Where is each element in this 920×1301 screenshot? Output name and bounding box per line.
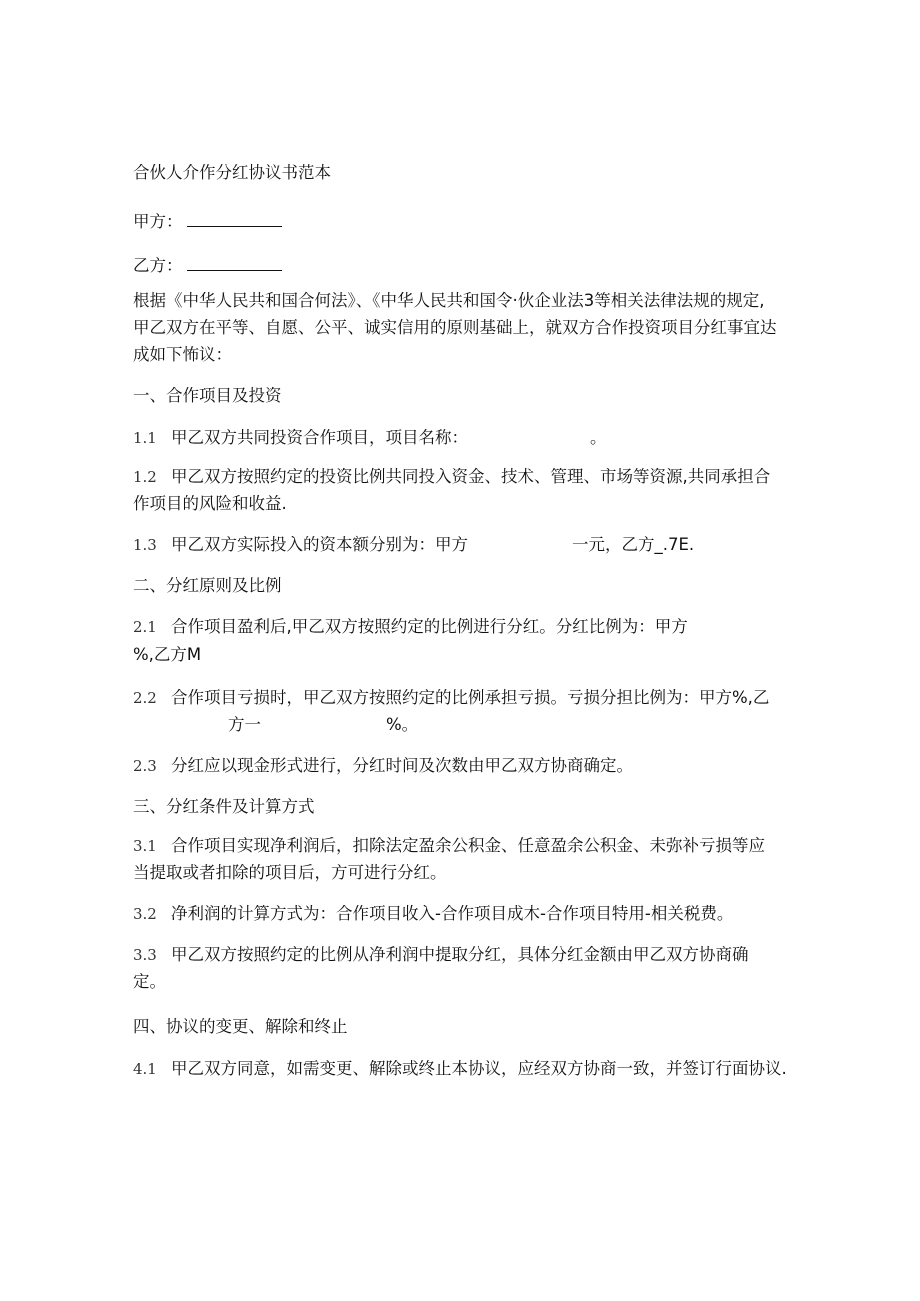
clause-text: 作项目的风险和收益. [133,494,287,513]
clause-3-3 [133,945,749,965]
clause-4-1 [133,1059,787,1079]
clause-text: 合作项目盈利后,甲乙双方按照约定的比例进行分红。分红比例为：甲方 [171,617,688,636]
clause-2-3 [133,756,633,776]
clause-text: 净利润的计算方式为：合作项目收入-合作项目成木-合作项目特用-相关税费。 [171,904,734,923]
clause-3-1 [133,836,765,856]
clause-number: 3.3 [133,946,157,964]
clause-number: 4.1 [133,1060,157,1078]
section-heading: 四、协议的变更、解除和终止 [133,1017,348,1036]
clause-1-1 [133,428,468,448]
party-a-blank [187,209,282,227]
clause-text: 合作项目实现净利润后，扣除法定盈余公积金、任意盈余公积金、未弥补亏损等应 [171,836,765,855]
clause-number: 1.2 [133,468,157,486]
clause-text: 甲乙双方共同投资合作项目，项目名称： [171,428,468,447]
party-b-blank [187,253,282,271]
clause-number: 3.2 [133,905,157,923]
clause-number: 1.1 [133,429,157,447]
clause-text: 甲乙双方同意，如需变更、解除或终止本协议，应经双方协商一致，并签订行面协议. [171,1059,787,1078]
clause-text: 方一 [228,715,261,734]
party-b-line [133,253,282,276]
party-a-line [133,209,282,232]
preamble-line: 甲乙双方在平等、自愿、公平、诚实信用的原则基础上，就双方合作投资项目分红事宜达 [133,318,777,337]
clause-text: 甲乙双方按照约定的投资比例共同投入资金、技术、管理、市场等资源,共同承担合 [171,467,771,486]
clause-number: 2.1 [133,618,157,636]
clause-text: 当提取或者扣除的项目后，方可进行分红。 [133,863,447,882]
clause-text: 分红应以现金形式进行，分红时间及次数由甲乙双方协商确定。 [171,756,633,775]
clause-number: 1.3 [133,536,157,554]
clause-number: 2.3 [133,757,157,775]
section-heading: 三、分红条件及计算方式 [133,797,315,816]
party-b-label: 乙方： [133,256,183,275]
clause-2-2 [133,688,769,708]
clause-number: 2.2 [133,689,157,707]
clause-1-2 [133,467,770,487]
preamble-line: 根据《中华人民共和国合何法》、《中华人民共和国令·伙企业法3等相关法律法规的规定, [133,291,765,310]
clause-text: 甲乙双方实际投入的资本额分别为：甲方 [171,535,468,554]
clause-1-3 [133,535,468,555]
party-a-label: 甲方： [133,212,183,231]
clause-text: %。 [386,715,419,734]
clause-text: 。 [590,428,607,447]
clause-text: 一元，乙方_.7E. [572,535,695,554]
preamble-line: 成如下怖议： [133,345,232,364]
clause-text: 定。 [133,972,166,991]
document-title: 合伙人介作分红协议书范本 [133,163,331,182]
clause-text: %,乙方M [133,645,202,664]
clause-2-1 [133,617,688,637]
clause-text: 合作项目亏损时，甲乙双方按照约定的比例承担亏损。亏损分担比例为：甲方%,乙 [171,688,770,707]
section-heading: 一、合作项目及投资 [133,386,282,405]
section-heading: 二、分红原则及比例 [133,576,282,595]
clause-3-2 [133,904,733,924]
clause-number: 3.1 [133,837,157,855]
clause-text: 甲乙双方按照约定的比例从净利润中提取分红，具体分红金额由甲乙双方协商确 [171,945,749,964]
